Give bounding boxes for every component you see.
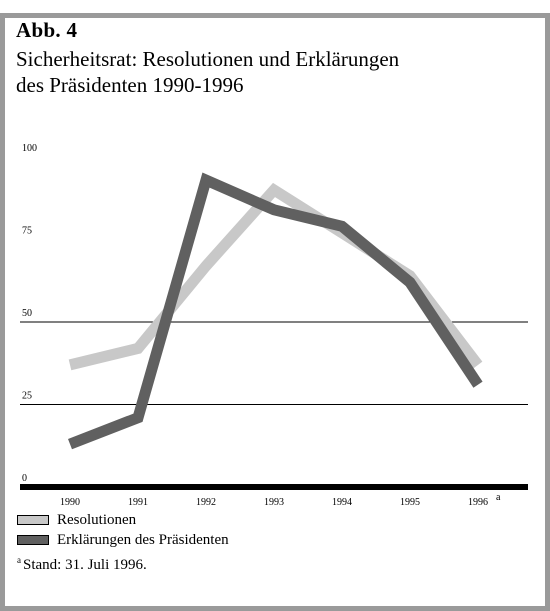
legend [17, 510, 229, 550]
x-axis-line [20, 484, 528, 490]
series-line-0 [70, 190, 478, 365]
legend-label-erklaerungen: Erklärungen des Präsidenten [57, 532, 229, 548]
legend-label-resolutionen: Resolutionen [57, 512, 137, 528]
x-tick-label-1996: 1996 [468, 497, 488, 508]
x-tick-label-1993: 1993 [264, 497, 284, 508]
x-tick-label-1992: 1992 [196, 497, 216, 508]
x-tick-label-1994: 1994 [332, 497, 352, 508]
legend-swatch-resolutionen [17, 515, 49, 525]
chart-title-line-1: Sicherheitsrat: Resolutionen und Erklärungen [16, 47, 400, 71]
y-tick-label-0: 0 [22, 473, 27, 484]
legend-swatch-erklaerungen [17, 535, 49, 545]
y-tick-label-25: 25 [22, 390, 32, 402]
footnote [17, 555, 147, 574]
y-tick-label-50: 50 [22, 308, 32, 319]
legend-item-erklaerungen [17, 530, 229, 550]
footnote-text: Stand: 31. Juli 1996. [23, 557, 147, 573]
figure-label: Abb. 4 [16, 18, 78, 42]
chart-title-line-2: des Präsidenten 1990-1996 [16, 73, 244, 97]
x-tick-label-1990: 1990 [60, 497, 80, 508]
y-tick-label-75: 75 [22, 225, 32, 237]
x-tick-label-1991: 1991 [128, 497, 148, 508]
x-tick-label-1995: 1995 [400, 497, 420, 508]
x-tick-footnote-marker: a [496, 492, 501, 503]
legend-item-resolutionen [17, 510, 229, 530]
x-axis [20, 484, 528, 508]
y-axis-ticks [22, 143, 37, 484]
footnote-marker: a [17, 555, 21, 565]
y-tick-label-100: 100 [22, 143, 37, 154]
